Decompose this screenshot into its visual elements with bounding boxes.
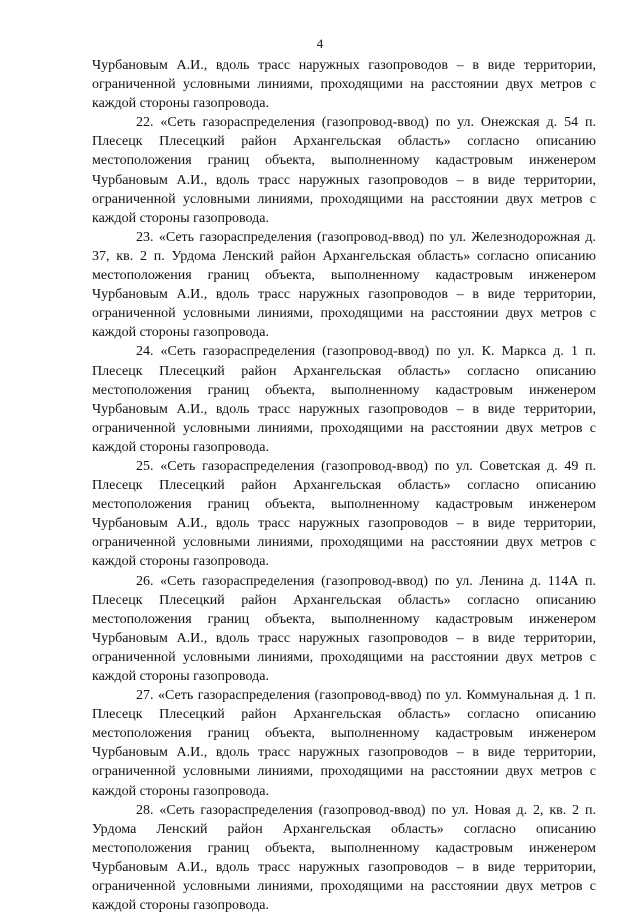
paragraph-item-24: 24. «Сеть газораспределения (газопровод-ввод) по ул. К. Маркса д. 1 п. Плесецк Плесецкий район Архангельская область» согласно описанию местоположения границ объекта, выполненному кадастровым инженером Чурбановым А.И., вдоль трасс наружных газопроводов – в виде территории, ограниченной условными линиями, проходящими на расстоянии двух метров с каждой стороны газопровода. <box>92 344 596 455</box>
paragraph-continuation: Чурбановым А.И., вдоль трасс наружных газопроводов – в виде территории, ограниченной условными линиями, проходящими на расстоянии двух метров с каждой стороны газопровода. <box>92 58 596 112</box>
paragraph-item-26: 26. «Сеть газораспределения (газопровод-ввод) по ул. Ленина д. 114А п. Плесецк Плесецкий район Архангельская область» согласно описанию местоположения границ объекта, выполненному кадастровым инженером Чурбановым А.И., вдоль трасс наружных газопроводов – в виде территории, ограниченной условными линиями, проходящими на расстоянии двух метров с каждой стороны газопровода. <box>92 573 596 684</box>
document-body <box>92 56 596 915</box>
paragraph-item-28: 28. «Сеть газораспределения (газопровод-ввод) по ул. Новая д. 2, кв. 2 п. Урдома Ленский район Архангельская область» согласно описанию местоположения границ объекта, выполненному кадастровым инженером Чурбановым А.И., вдоль трасс наружных газопроводов – в виде территории, ограниченной условными линиями, проходящими на расстоянии двух метров с каждой стороны газопровода. <box>92 802 596 914</box>
paragraph-item-25: 25. «Сеть газораспределения (газопровод-ввод) по ул. Советская д. 49 п. Плесецк Плесецкий район Архангельская область» согласно описанию местоположения границ объекта, выполненному кадастровым инженером Чурбановым А.И., вдоль трасс наружных газопроводов – в виде территории, ограниченной условными линиями, проходящими на расстоянии двух метров с каждой стороны газопровода. <box>92 458 596 570</box>
page-number: 4 <box>316 36 324 51</box>
paragraph-item-27: 27. «Сеть газораспределения (газопровод-ввод) по ул. Коммунальная д. 1 п. Плесецк Плесецкий район Архангельская область» согласно описанию местоположения границ объекта, выполненному кадастровым инженером Чурбановым А.И., вдоль трасс наружных газопроводов – в виде территории, ограниченной условными линиями, проходящими на расстоянии двух метров с каждой стороны газопровода. <box>92 688 596 799</box>
paragraph-item-22: 22. «Сеть газораспределения (газопровод-ввод) по ул. Онежская д. 54 п. Плесецк Плесецкий район Архангельская область» согласно описанию местоположения границ объекта, выполненному кадастровым инженером Чурбановым А.И., вдоль трасс наружных газопроводов – в виде территории, ограниченной условными линиями, проходящими на расстоянии двух метров с каждой стороны газопровода. <box>92 115 596 226</box>
paragraph-item-23: 23. «Сеть газораспределения (газопровод-ввод) по ул. Железнодорожная д. 37, кв. 2 п. Урдома Ленский район Архангельская область» согласно описанию местоположения границ объекта, выполненному кадастровым инженером Чурбановым А.И., вдоль трасс наружных газопроводов – в виде территории, ограниченной условными линиями, проходящими на расстоянии двух метров с каждой стороны газопровода. <box>92 229 596 341</box>
